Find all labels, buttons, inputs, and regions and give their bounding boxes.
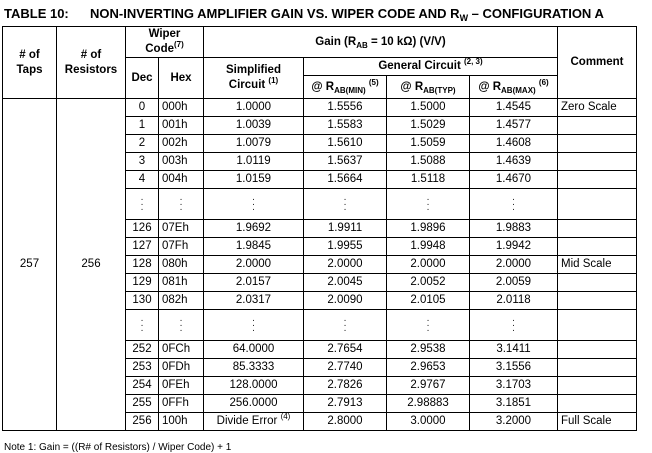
- gain-table: [2, 26, 637, 431]
- rab-typ-cell: 2.9538: [387, 341, 470, 359]
- hex-cell: 0FDh: [159, 359, 204, 377]
- header-comment: Comment: [558, 27, 637, 99]
- dec-cell: · · ·: [126, 189, 159, 220]
- hex-cell: 0FFh: [159, 395, 204, 413]
- header-rab-max: @ $R_{AB(MAX)}$ $^{(6)}$: [470, 76, 558, 99]
- rab-min-cell: 1.9911: [304, 220, 387, 238]
- hex-cell: 004h: [159, 171, 204, 189]
- hex-cell: 0FCh: [159, 341, 204, 359]
- hex-cell: 100h: [159, 413, 204, 431]
- rab-max-cell: 1.9883: [470, 220, 558, 238]
- rab-max-cell: 1.4670: [470, 171, 558, 189]
- rab-typ-cell: 3.0000: [387, 413, 470, 431]
- simplified-cell: 1.0079: [204, 135, 304, 153]
- dec-cell: 129: [126, 274, 159, 292]
- rab-typ-cell: 2.0000: [387, 256, 470, 274]
- rab-typ-cell: 1.5088: [387, 153, 470, 171]
- taps-cell: 257: [3, 99, 57, 431]
- comment-cell: [558, 135, 637, 153]
- simplified-cell: 1.9692: [204, 220, 304, 238]
- rab-max-cell: 1.9942: [470, 238, 558, 256]
- header-dec: Dec: [126, 58, 159, 99]
- rab-min-cell: 1.9955: [304, 238, 387, 256]
- table-title: NON-INVERTING AMPLIFIER GAIN VS. WIPER CODE AND $R_W$ – CONFIGURATION A: [90, 6, 604, 23]
- rab-max-cell: 1.4608: [470, 135, 558, 153]
- hex-cell: 002h: [159, 135, 204, 153]
- simplified-cell: 2.0317: [204, 292, 304, 310]
- header-rab-typ: @ $R_{AB(TYP)}$: [387, 76, 470, 99]
- hex-cell: 07Eh: [159, 220, 204, 238]
- rab-min-cell: 2.8000: [304, 413, 387, 431]
- table-row: [3, 99, 637, 117]
- comment-cell: [558, 238, 637, 256]
- dec-cell: · · ·: [126, 310, 159, 341]
- comment-cell: [558, 274, 637, 292]
- simplified-cell: 1.9845: [204, 238, 304, 256]
- rab-min-cell: 1.5556: [304, 99, 387, 117]
- hex-cell: 000h: [159, 99, 204, 117]
- rab-min-cell: 2.7826: [304, 377, 387, 395]
- simplified-cell: 64.0000: [204, 341, 304, 359]
- hex-cell: 082h: [159, 292, 204, 310]
- rab-min-cell: 1.5637: [304, 153, 387, 171]
- dec-cell: 254: [126, 377, 159, 395]
- rab-min-cell: 1.5583: [304, 117, 387, 135]
- rab-min-cell: 2.7740: [304, 359, 387, 377]
- comment-cell: Full Scale: [558, 413, 637, 431]
- rab-max-cell: · · ·: [470, 310, 558, 341]
- rab-typ-cell: 1.5029: [387, 117, 470, 135]
- comment-cell: [558, 359, 637, 377]
- hex-cell: 080h: [159, 256, 204, 274]
- comment-cell: [558, 341, 637, 359]
- simplified-cell: 2.0157: [204, 274, 304, 292]
- rab-typ-cell: 1.5118: [387, 171, 470, 189]
- rab-max-cell: 3.1556: [470, 359, 558, 377]
- rab-min-cell: 2.0000: [304, 256, 387, 274]
- rab-typ-cell: 2.9767: [387, 377, 470, 395]
- comment-cell: [558, 171, 637, 189]
- rab-typ-cell: 2.9653: [387, 359, 470, 377]
- hex-cell: 003h: [159, 153, 204, 171]
- rab-max-cell: · · ·: [470, 189, 558, 220]
- simplified-cell: Divide Error $^{(4)}$: [204, 413, 304, 431]
- rab-typ-cell: · · ·: [387, 310, 470, 341]
- hex-cell: 001h: [159, 117, 204, 135]
- rab-min-cell: · · ·: [304, 310, 387, 341]
- comment-cell: [558, 395, 637, 413]
- rab-max-cell: 2.0118: [470, 292, 558, 310]
- rab-max-cell: 3.1851: [470, 395, 558, 413]
- header-wiper-code: Wiper Code$^{(7)}$: [126, 27, 204, 58]
- comment-cell: [558, 189, 637, 220]
- rab-typ-cell: 2.98883: [387, 395, 470, 413]
- rab-max-cell: 3.1411: [470, 341, 558, 359]
- rab-max-cell: 3.1703: [470, 377, 558, 395]
- simplified-cell: · · ·: [204, 310, 304, 341]
- dec-cell: 4: [126, 171, 159, 189]
- comment-cell: Zero Scale: [558, 99, 637, 117]
- rab-min-cell: · · ·: [304, 189, 387, 220]
- dec-cell: 256: [126, 413, 159, 431]
- rab-min-cell: 2.7654: [304, 341, 387, 359]
- dec-cell: 253: [126, 359, 159, 377]
- header-taps: # of Taps: [3, 27, 57, 99]
- rab-min-cell: 2.7913: [304, 395, 387, 413]
- header-hex: Hex: [159, 58, 204, 99]
- header-resistors: # of Resistors: [57, 27, 126, 99]
- rab-typ-cell: 2.0105: [387, 292, 470, 310]
- rab-min-cell: 1.5610: [304, 135, 387, 153]
- header-simplified: Simplified Circuit $^{(1)}$: [204, 58, 304, 99]
- rab-typ-cell: 2.0052: [387, 274, 470, 292]
- simplified-cell: 1.0000: [204, 99, 304, 117]
- dec-cell: 126: [126, 220, 159, 238]
- comment-cell: Mid Scale: [558, 256, 637, 274]
- dec-cell: 130: [126, 292, 159, 310]
- rab-max-cell: 2.0059: [470, 274, 558, 292]
- header-general: General Circuit $^{(2, 3)}$: [304, 58, 558, 76]
- rab-typ-cell: 1.5059: [387, 135, 470, 153]
- rab-max-cell: 1.4545: [470, 99, 558, 117]
- simplified-cell: 85.3333: [204, 359, 304, 377]
- dec-cell: 128: [126, 256, 159, 274]
- simplified-cell: 1.0039: [204, 117, 304, 135]
- dec-cell: 127: [126, 238, 159, 256]
- comment-cell: [558, 153, 637, 171]
- footnote: Note 1: Gain = ((R# of Resistors) / Wiper Code) + 1: [4, 442, 232, 453]
- rab-typ-cell: 1.9896: [387, 220, 470, 238]
- simplified-cell: 1.0159: [204, 171, 304, 189]
- table-caption: [4, 6, 604, 21]
- dec-cell: 0: [126, 99, 159, 117]
- header-rab-min: @ $R_{AB(MIN)}$ $^{(5)}$: [304, 76, 387, 99]
- dec-cell: 1: [126, 117, 159, 135]
- hex-cell: 0FEh: [159, 377, 204, 395]
- rab-min-cell: 2.0090: [304, 292, 387, 310]
- rab-max-cell: 2.0000: [470, 256, 558, 274]
- simplified-cell: 2.0000: [204, 256, 304, 274]
- dec-cell: 2: [126, 135, 159, 153]
- rab-max-cell: 3.2000: [470, 413, 558, 431]
- table-body: [3, 99, 637, 431]
- simplified-cell: 128.0000: [204, 377, 304, 395]
- comment-cell: [558, 310, 637, 341]
- resistors-cell: 256: [57, 99, 126, 431]
- comment-cell: [558, 220, 637, 238]
- hex-cell: · · ·: [159, 310, 204, 341]
- simplified-cell: 1.0119: [204, 153, 304, 171]
- comment-cell: [558, 292, 637, 310]
- simplified-cell: 256.0000: [204, 395, 304, 413]
- hex-cell: 07Fh: [159, 238, 204, 256]
- table-number: TABLE 10:: [4, 6, 69, 21]
- rab-typ-cell: 1.9948: [387, 238, 470, 256]
- header-gain: Gain ($R_{AB} = 10$ kΩ) (V/V): [204, 27, 558, 58]
- comment-cell: [558, 117, 637, 135]
- hex-cell: 081h: [159, 274, 204, 292]
- hex-cell: · · ·: [159, 189, 204, 220]
- simplified-cell: · · ·: [204, 189, 304, 220]
- rab-min-cell: 1.5664: [304, 171, 387, 189]
- dec-cell: 252: [126, 341, 159, 359]
- comment-cell: [558, 377, 637, 395]
- rab-max-cell: 1.4639: [470, 153, 558, 171]
- rab-typ-cell: 1.5000: [387, 99, 470, 117]
- rab-max-cell: 1.4577: [470, 117, 558, 135]
- dec-cell: 3: [126, 153, 159, 171]
- rab-min-cell: 2.0045: [304, 274, 387, 292]
- rab-typ-cell: · · ·: [387, 189, 470, 220]
- dec-cell: 255: [126, 395, 159, 413]
